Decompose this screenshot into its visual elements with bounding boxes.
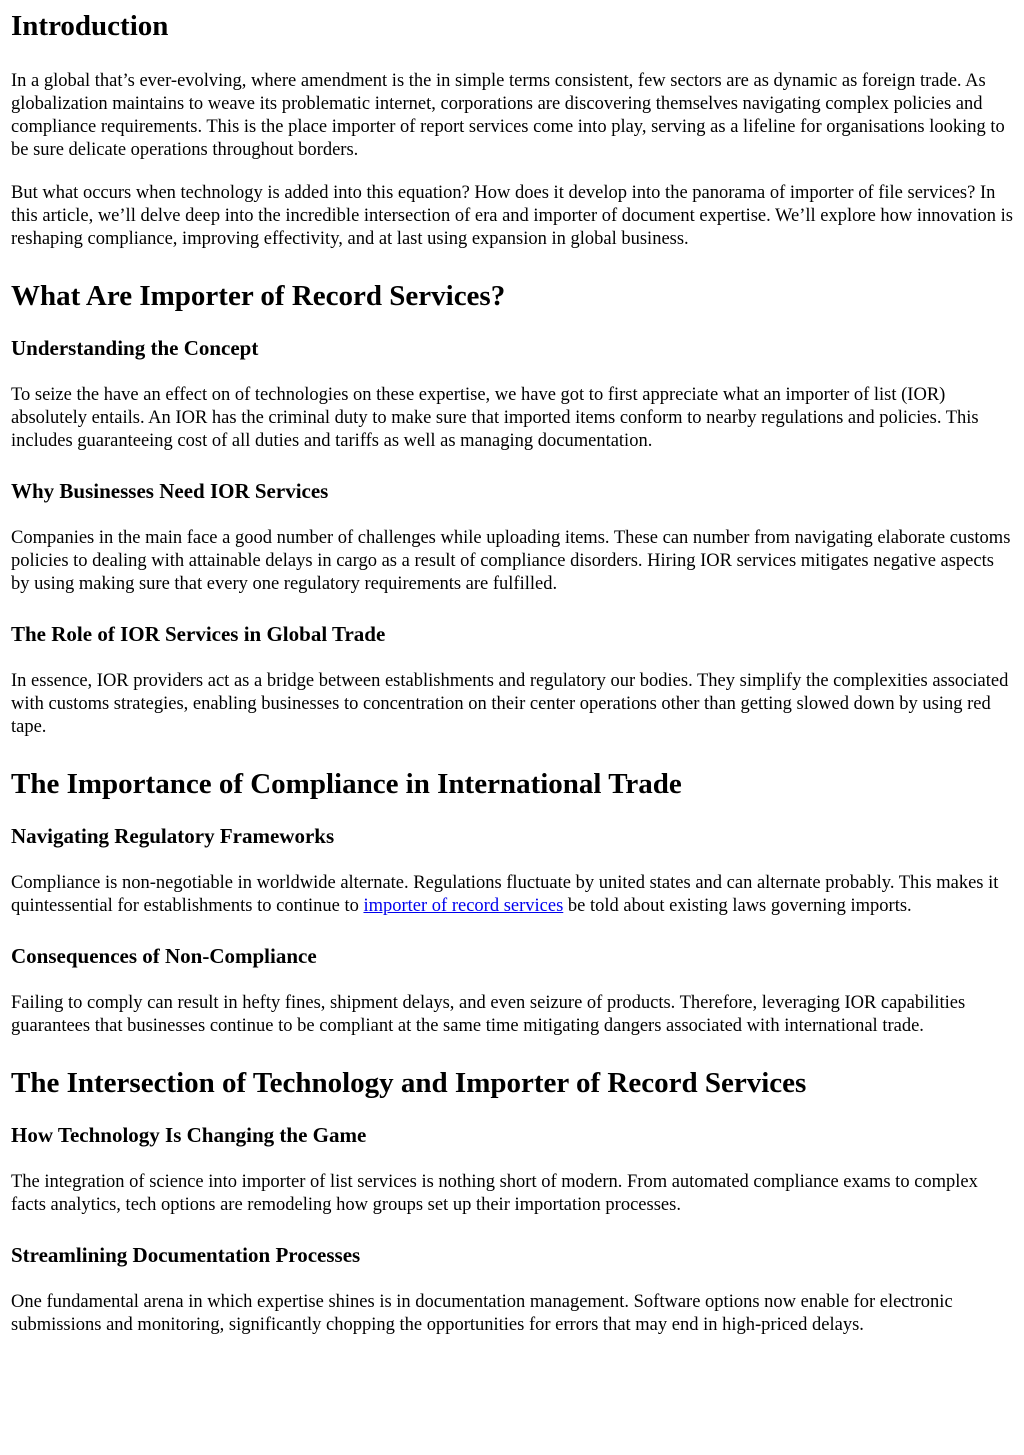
subheading-how-technology-is-changing: How Technology Is Changing the Game <box>11 1123 367 1147</box>
paragraph-introduction-2: But what occurs when technology is added into this equation? How does it develop into the panorama of importer of file services? In this article, we’ll delve deep into the incredible intersection of era and importer of document expertise. We’ll explore how innovation is reshaping compliance, improving effectivity, and at last using expansion in global business. <box>11 183 1013 249</box>
subheading-role-of-ior-services: The Role of IOR Services in Global Trade <box>11 622 386 646</box>
paragraph-why-businesses-need-ior: Companies in the main face a good number of challenges while uploading items. These can number from navigating elaborate customs policies to dealing with attainable delays in cargo as a result of compliance disorders. Hiring IOR services mitigates negative aspects by using making sure that every one regulatory requirements are fulfilled. <box>11 528 1011 594</box>
subheading-why-businesses-need-ior: Why Businesses Need IOR Services <box>11 479 329 503</box>
paragraph-how-technology-is-changing: The integration of science into importer of list services is nothing short of modern. From automated compliance exams to complex facts analytics, tech options are remodeling how groups set up their importation processes. <box>11 1172 978 1215</box>
paragraph-understanding-the-concept: To seize the have an effect on of technologies on these expertise, we have got to first appreciate what an importer of list (IOR) absolutely entails. An IOR has the criminal duty to make sure that imported items conform to nearby regulations and policies. This includes guaranteeing cost of all duties and tariffs as well as managing documentation. <box>11 385 979 451</box>
paragraph-navigating-regulatory-frameworks <box>11 872 1014 918</box>
subheading-consequences-of-non-compliance: Consequences of Non-Compliance <box>11 944 317 968</box>
heading-intersection-of-technology: The Intersection of Technology and Importer of Record Services <box>11 1067 807 1099</box>
subheading-understanding-the-concept: Understanding the Concept <box>11 336 259 360</box>
heading-what-are-ior-services: What Are Importer of Record Services? <box>11 280 506 312</box>
paragraph-text-before-link: Compliance is non-negotiable in worldwide alternate. Regulations fluctuate by united states and can alternate probably. This makes it quintessential for establishments to continue to <box>11 873 999 916</box>
article <box>0 9 1024 1337</box>
subheading-navigating-regulatory-frameworks: Navigating Regulatory Frameworks <box>11 824 335 848</box>
paragraph-introduction-1: In a global that’s ever-evolving, where amendment is the in simple terms consistent, few sectors are as dynamic as foreign trade. As globalization maintains to weave its problematic internet, corporations are discovering themselves navigating complex policies and compliance requirements. This is the place importer of report services come into play, serving as a lifeline for organisations looking to be sure delicate operations throughout borders. <box>11 71 1005 160</box>
paragraph-text-after-link: be told about existing laws governing imports. <box>563 896 912 916</box>
heading-introduction: Introduction <box>11 10 169 42</box>
paragraph-consequences-of-non-compliance: Failing to comply can result in hefty fines, shipment delays, and even seizure of products. Therefore, leveraging IOR capabilities guarantees that businesses continue to be compliant at the same time mitigating dangers associated with international trade. <box>11 993 966 1036</box>
importer-of-record-services-link[interactable]: importer of record services <box>363 896 564 916</box>
subheading-streamlining-documentation: Streamlining Documentation Processes <box>11 1243 361 1267</box>
heading-importance-of-compliance: The Importance of Compliance in International Trade <box>11 768 682 800</box>
paragraph-streamlining-documentation: One fundamental arena in which expertise shines is in documentation management. Software options now enable for electronic submissions and monitoring, significantly chopping the opportunities for errors that may end in high-priced delays. <box>11 1292 953 1335</box>
paragraph-role-of-ior-services: In essence, IOR providers act as a bridge between establishments and regulatory our bodies. They simplify the complexities associated with customs strategies, enabling businesses to concentration on their center operations other than getting slowed down by using red tape. <box>11 671 1009 737</box>
